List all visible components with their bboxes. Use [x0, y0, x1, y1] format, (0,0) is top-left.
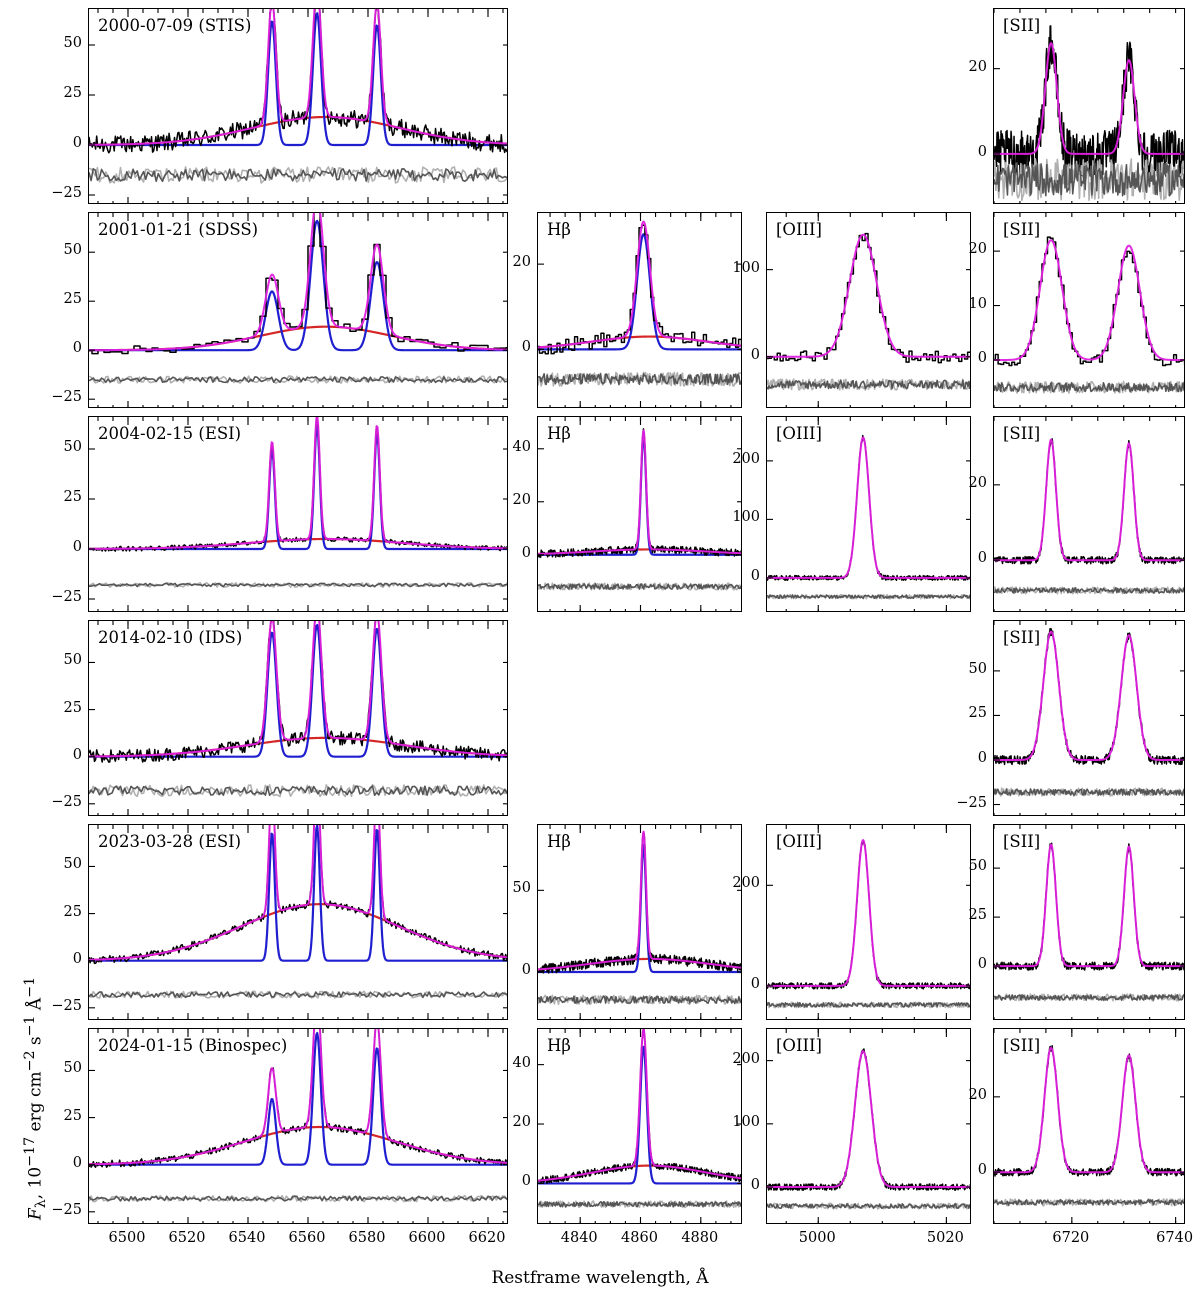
y-tick-label: 20 — [968, 474, 987, 491]
y-tick-label: 0 — [977, 749, 987, 766]
x-tick-label: 6620 — [468, 1230, 506, 1246]
y-tick-label: 40 — [512, 1054, 531, 1071]
y-tick-label: 0 — [72, 539, 82, 555]
y-tick-label: 0 — [750, 346, 760, 363]
x-tick-label: 6500 — [108, 1230, 146, 1246]
x-tick-label: 4840 — [560, 1230, 598, 1246]
y-tick-label: 25 — [63, 291, 82, 308]
plot-panel-0-halpha — [88, 8, 508, 204]
panel-epoch-label: 2023-03-28 (ESI) — [98, 832, 242, 851]
plot-panel-1-sii — [993, 212, 1185, 408]
x-tick-label: 6600 — [408, 1230, 446, 1246]
panel-region-label: Hβ — [547, 832, 571, 851]
y-tick-label: 0 — [521, 962, 531, 978]
y-tick-label: 0 — [750, 567, 760, 584]
panel-region-label: [SII] — [1003, 220, 1041, 239]
y-tick-label: 40 — [512, 438, 531, 455]
y-tick-label: 0 — [521, 339, 531, 356]
y-tick-label: −25 — [51, 1201, 82, 1218]
y-tick-label: 0 — [977, 550, 987, 567]
panel-epoch-label: 2000-07-09 (STIS) — [98, 16, 252, 35]
y-tick-label: −25 — [956, 794, 987, 811]
panel-region-label: [OIII] — [776, 1036, 822, 1055]
plot-panel-4-halpha — [88, 824, 508, 1020]
panel-region-label: Hβ — [547, 220, 571, 239]
y-tick-label: 0 — [977, 956, 987, 973]
y-tick-label: 0 — [521, 1173, 531, 1190]
y-tick-label: 0 — [72, 135, 82, 151]
y-tick-label: 50 — [968, 858, 987, 875]
y-tick-label: 20 — [968, 241, 987, 258]
x-tick-label: 6580 — [348, 1230, 386, 1246]
panel-region-label: [SII] — [1003, 628, 1041, 647]
panel-epoch-label: 2024-01-15 (Binospec) — [98, 1036, 288, 1055]
plot-panel-2-halpha — [88, 416, 508, 612]
y-tick-label: 0 — [750, 975, 760, 992]
x-tick-label: 6540 — [228, 1230, 266, 1246]
panel-region-label: [SII] — [1003, 16, 1041, 35]
panel-epoch-label: 2001-01-21 (SDSS) — [98, 220, 259, 239]
y-tick-label: 50 — [63, 35, 82, 51]
y-tick-label: 0 — [977, 350, 987, 366]
x-tick-label: 6720 — [1052, 1230, 1090, 1246]
y-axis-label: $F_\lambda$, $10^{-17}$ erg $cm^{-2}$ $s^{-1}$ $Å^{-1}$ — [22, 976, 50, 1220]
y-tick-label: 0 — [72, 340, 82, 357]
x-axis-label: Restframe wavelength, Å — [491, 1268, 709, 1288]
y-tick-label: 0 — [72, 1154, 82, 1171]
panel-region-label: [SII] — [1003, 1036, 1041, 1055]
y-tick-label: 0 — [977, 143, 987, 160]
y-tick-label: 100 — [732, 259, 760, 276]
y-tick-label: 25 — [968, 907, 987, 924]
y-tick-label: 50 — [512, 880, 531, 897]
y-tick-label: 10 — [968, 295, 987, 312]
y-tick-label: 20 — [512, 491, 531, 508]
x-tick-label: 6520 — [168, 1230, 206, 1246]
y-tick-label: −25 — [51, 185, 82, 201]
panel-epoch-label: 2014-02-10 (IDS) — [98, 628, 243, 647]
plot-panel-2-sii — [993, 416, 1185, 612]
x-tick-label: 4880 — [681, 1230, 719, 1246]
y-tick-label: 100 — [732, 1113, 760, 1130]
y-tick-label: 50 — [968, 660, 987, 677]
panel-region-label: Hβ — [547, 1036, 571, 1055]
x-tick-label: 4860 — [621, 1230, 658, 1246]
y-tick-label: −25 — [51, 389, 82, 406]
x-tick-label: 6740 — [1156, 1230, 1194, 1246]
y-tick-label: 200 — [732, 450, 760, 467]
y-tick-label: 100 — [732, 509, 760, 526]
plot-panel-5-sii — [993, 1028, 1185, 1224]
y-tick-label: 0 — [750, 1177, 760, 1194]
panel-region-label: [OIII] — [776, 424, 822, 443]
plot-panel-5-oiii — [766, 1028, 971, 1224]
y-tick-label: −25 — [51, 589, 82, 605]
y-tick-label: 0 — [72, 746, 82, 763]
y-tick-label: 20 — [512, 1114, 531, 1131]
panel-region-label: [SII] — [1003, 832, 1041, 851]
y-tick-label: 50 — [63, 439, 82, 455]
plot-panel-5-halpha — [88, 1028, 508, 1224]
panel-region-label: [OIII] — [776, 220, 822, 239]
y-tick-label: 50 — [63, 242, 82, 259]
x-tick-label: 5000 — [798, 1230, 836, 1246]
y-tick-label: 0 — [521, 544, 531, 561]
plot-panel-1-hbeta — [537, 212, 742, 408]
plot-panel-1-halpha — [88, 212, 508, 408]
plot-panel-2-oiii — [766, 416, 971, 612]
panel-region-label: [SII] — [1003, 424, 1041, 443]
y-tick-label: 25 — [63, 699, 82, 716]
y-tick-label: 0 — [72, 950, 82, 967]
y-tick-label: −25 — [51, 793, 82, 810]
y-tick-label: 25 — [63, 903, 82, 920]
y-tick-label: 25 — [63, 489, 82, 505]
y-tick-label: −25 — [51, 997, 82, 1014]
panel-region-label: [OIII] — [776, 832, 822, 851]
y-tick-label: 25 — [968, 705, 987, 722]
y-tick-label: 0 — [977, 1162, 987, 1179]
x-tick-label: 5020 — [926, 1230, 964, 1246]
y-tick-label: 25 — [63, 85, 82, 101]
x-tick-label: 6560 — [288, 1230, 326, 1246]
y-tick-label: 20 — [512, 254, 531, 271]
plot-panel-0-sii — [993, 8, 1185, 204]
y-tick-label: 20 — [968, 58, 987, 75]
y-tick-label: 200 — [732, 1050, 760, 1067]
plot-panel-3-halpha — [88, 620, 508, 816]
y-tick-label: 20 — [968, 1086, 987, 1103]
panel-region-label: Hβ — [547, 424, 571, 443]
plot-panel-4-sii — [993, 824, 1185, 1020]
y-tick-label: 50 — [63, 652, 82, 669]
y-tick-label: 50 — [63, 1060, 82, 1077]
panel-epoch-label: 2004-02-15 (ESI) — [98, 424, 242, 443]
y-tick-label: 200 — [732, 875, 760, 892]
y-tick-label: 25 — [63, 1107, 82, 1124]
plot-panel-3-sii — [993, 620, 1185, 816]
y-tick-label: 50 — [63, 856, 82, 873]
